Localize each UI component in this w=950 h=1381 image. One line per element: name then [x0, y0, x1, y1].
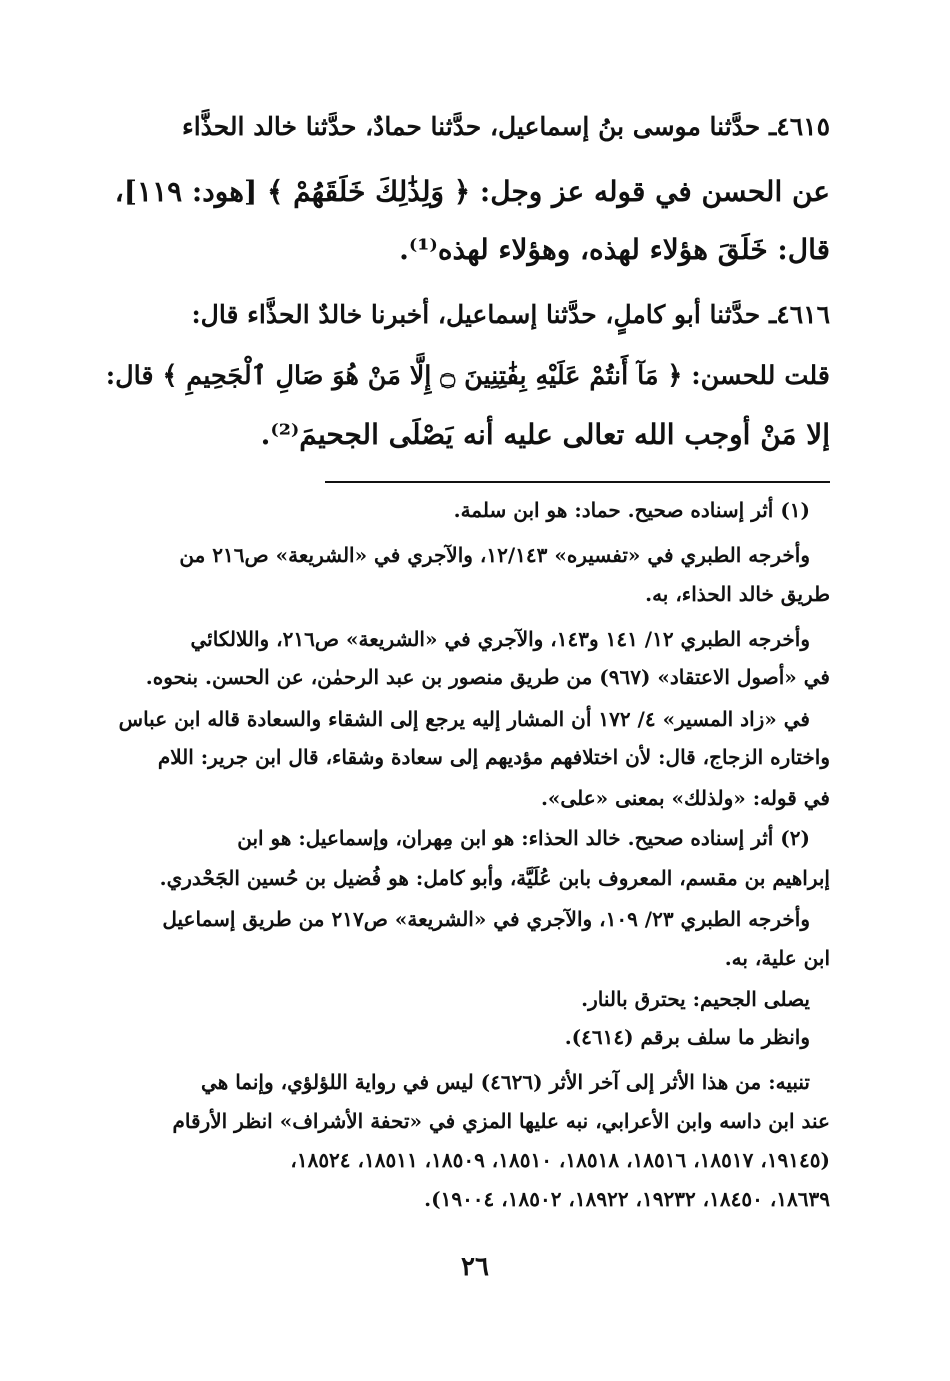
hadith-4616-line-1: ٤٦١٦ـ حدَّثنا أبو كاملٍ، حدَّثنا إسماعيل، أخبرنا خالدٌ الحذَّاء قال:: [191, 300, 830, 329]
footnote-1-line: في «أصول الاعتقاد» (٩٦٧) من طريق منصور بن عبد الرحمٰن، عن الحسن. بنحوه.: [145, 665, 830, 689]
footnote-1-line: في «زاد المسير» ٤/ ١٧٢ أن المشار إليه يرجع إلى الشقاء والسعادة قاله ابن عباس: [118, 707, 810, 731]
notice-line: تنبيه: من هذا الأثر إلى آخر الأثر (٤٦٢٦) ليس في رواية اللؤلؤي، وإنما هي: [201, 1070, 810, 1094]
page-number: ٢٦: [461, 1252, 489, 1282]
hadith-4615-line-1: ٤٦١٥ـ حدَّثنا موسى بنُ إسماعيل، حدَّثنا حمادٌ، حدَّثنا خالد الحذَّاء: [181, 112, 830, 141]
footnote-1-line: واختاره الزجاج، قال: لأن اختلافهم مؤديهم إلى سعادة وشقاء، قال ابن جرير: اللام: [157, 745, 830, 769]
footnote-1-line: وأخرجه الطبري ١٢/ ١٤١ و١٤٣، والآجري في «الشريعة» ص٢١٦، واللالكائي: [190, 627, 810, 651]
hadith-4615-line-2: عن الحسن في قوله عز وجل: ﴿ وَلِذَٰلِكَ خَلَقَهُمْ ﴾ [هود: ١١٩]،: [114, 175, 830, 208]
notice-line: (١٩١٤٥، ١٨٥١٧، ١٨٥١٦، ١٨٥١٨، ١٨٥١٠، ١٨٥٠٩، ١٨٥١١، ١٨٥٢٤،: [290, 1148, 830, 1172]
footnote-2-line: وأخرجه الطبري ٢٣/ ١٠٩، والآجري في «الشريعة» ص٢١٧ من طريق إسماعيل: [162, 907, 810, 931]
footnote-1-line: في قوله: «ولذلك» بمعنى «على».: [540, 786, 830, 810]
notice-line: عند ابن داسه وابن الأعرابي، نبه عليها المزي في «تحفة الأشراف» انظر الأرقام: [172, 1109, 830, 1133]
footnote-1-line: (١) أثر إسناده صحيح. حماد: هو ابن سلمة.: [453, 498, 810, 522]
notice-line: ١٨٦٣٩، ١٨٤٥٠، ١٩٢٣٢، ١٨٩٢٢، ١٨٥٠٢، ١٩٠٠٤).: [424, 1187, 830, 1211]
footnote-1-line: وأخرجه الطبري في «تفسيره» ١٢/١٤٣، والآجري في «الشريعة» ص٢١٦ من: [179, 543, 810, 567]
footnote-2-line: وانظر ما سلف برقم (٤٦١٤).: [564, 1025, 810, 1049]
hadith-4615-line-3: قال: خَلَقَ هؤلاء لهذه، وهؤلاء لهذه⁽¹⁾.: [399, 233, 830, 266]
footnote-2-line: يصلى الجحيم: يحترق بالنار.: [581, 987, 810, 1011]
footnote-divider: [325, 481, 830, 483]
footnote-2-line: (٢) أثر إسناده صحيح. خالد الحذاء: هو ابن مِهران، وإسماعيل: هو ابن: [237, 826, 810, 850]
hadith-4616-line-3: إلا مَنْ أوجب الله تعالى عليه أنه يَصْلَى الجحيمَ⁽²⁾.: [260, 418, 830, 451]
hadith-4616-line-2: قلت للحسن: ﴿ مَآ أَنتُمْ عَلَيْهِ بِفَٰتِنِينَ ۝ إِلَّا مَنْ هُوَ صَالِ ٱلْجَحِيمِ ﴾ قال:: [105, 361, 830, 391]
footnote-1-line: طريق خالد الحذاء، به.: [645, 582, 830, 606]
footnote-2-line: ابن علية، به.: [724, 946, 830, 970]
footnote-2-line: إبراهيم بن مقسم، المعروف بابن عُلَيَّة، وأبو كامل: هو فُضيل بن حُسين الجَحْدري.: [159, 866, 830, 890]
